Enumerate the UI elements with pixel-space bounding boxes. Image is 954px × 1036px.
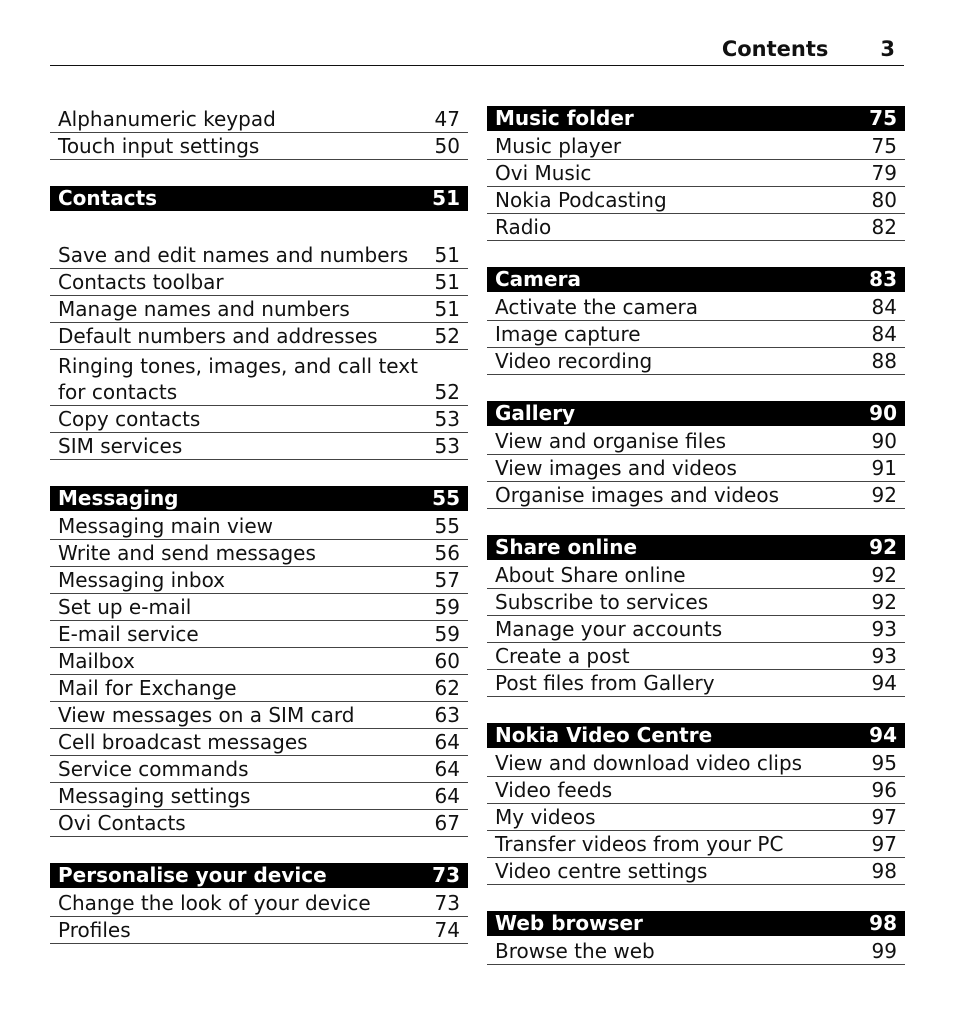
- toc-entry-page: 64: [434, 784, 460, 808]
- toc-section-title: Share online: [495, 535, 638, 559]
- toc-entry-page: 93: [871, 644, 897, 668]
- toc-entry-page: 88: [871, 349, 897, 373]
- toc-entry[interactable]: [487, 643, 905, 670]
- toc-entry[interactable]: [50, 810, 468, 837]
- toc-section-page: 73: [432, 863, 460, 887]
- toc-entry-label: View and organise files: [495, 429, 727, 453]
- toc-entry[interactable]: [50, 648, 468, 675]
- toc-entry-label: Radio: [495, 215, 552, 239]
- toc-entry-label: View messages on a SIM card: [58, 703, 355, 727]
- toc-entry-label: Service commands: [58, 757, 249, 781]
- toc-entry-label: Default numbers and addresses: [58, 324, 378, 348]
- toc-section-personalise[interactable]: [50, 863, 468, 888]
- toc-entry[interactable]: [50, 406, 468, 433]
- toc-entry-page: 96: [871, 778, 897, 802]
- toc-entry-page: 56: [434, 541, 460, 565]
- toc-section-messaging[interactable]: [50, 486, 468, 511]
- toc-section-gallery[interactable]: [487, 401, 905, 426]
- toc-left-column: [50, 106, 468, 944]
- toc-entry[interactable]: [487, 455, 905, 482]
- toc-entry[interactable]: [50, 106, 468, 133]
- toc-entry-label: View images and videos: [495, 456, 737, 480]
- toc-entry[interactable]: [50, 350, 468, 406]
- toc-entry-label: Mail for Exchange: [58, 676, 237, 700]
- toc-entry-label: My videos: [495, 805, 596, 829]
- toc-entry-page: 51: [434, 270, 460, 294]
- toc-entry-label: Touch input settings: [58, 134, 260, 158]
- toc-entry[interactable]: [50, 296, 468, 323]
- toc-entry-page: 79: [871, 161, 897, 185]
- toc-entry-label: Transfer videos from your PC: [495, 832, 784, 856]
- toc-entry-page: 63: [434, 703, 460, 727]
- toc-entry-page: 92: [871, 483, 897, 507]
- toc-entry[interactable]: [50, 675, 468, 702]
- toc-entry-label: Video centre settings: [495, 859, 708, 883]
- toc-entry-label: Messaging inbox: [58, 568, 226, 592]
- toc-entry-page: 80: [871, 188, 897, 212]
- toc-section-camera[interactable]: [487, 267, 905, 292]
- toc-entry-page: 60: [434, 649, 460, 673]
- toc-entry-page: 57: [434, 568, 460, 592]
- toc-entry-label: Profiles: [58, 918, 131, 942]
- toc-entry-page: 84: [871, 322, 897, 346]
- toc-entry-label: Cell broadcast messages: [58, 730, 308, 754]
- toc-entry[interactable]: [50, 917, 468, 944]
- toc-entry-page: 55: [434, 514, 460, 538]
- toc-entry[interactable]: [487, 294, 905, 321]
- toc-entry-page: 97: [871, 832, 897, 856]
- toc-entry-label: About Share online: [495, 563, 686, 587]
- toc-entry[interactable]: [487, 858, 905, 885]
- toc-section-page: 83: [869, 267, 897, 291]
- toc-entry[interactable]: [50, 594, 468, 621]
- toc-entry[interactable]: [487, 428, 905, 455]
- toc-entry[interactable]: [487, 804, 905, 831]
- toc-section-page: 51: [432, 186, 460, 210]
- toc-entry-page: 67: [434, 811, 460, 835]
- toc-section-page: 55: [432, 486, 460, 510]
- toc-entry[interactable]: [487, 133, 905, 160]
- toc-entry-label: Contacts toolbar: [58, 270, 224, 294]
- toc-entry-page: 82: [871, 215, 897, 239]
- toc-entry[interactable]: [487, 482, 905, 509]
- toc-entry[interactable]: [50, 756, 468, 783]
- toc-entry-page: 51: [434, 243, 460, 267]
- toc-entry-label: Manage your accounts: [495, 617, 723, 641]
- toc-section-web-browser[interactable]: [487, 911, 905, 936]
- toc-entry-page: 62: [434, 676, 460, 700]
- toc-entry[interactable]: [487, 750, 905, 777]
- toc-section-title: Music folder: [495, 106, 634, 130]
- toc-entry[interactable]: [50, 213, 468, 269]
- toc-entry-label: Messaging main view: [58, 514, 274, 538]
- toc-entry-page: 84: [871, 295, 897, 319]
- toc-section-page: 98: [869, 911, 897, 935]
- toc-entry-page: 95: [871, 751, 897, 775]
- toc-entry-page: 94: [871, 671, 897, 695]
- toc-section-title: Personalise your device: [58, 863, 327, 887]
- toc-entry-page: 92: [871, 590, 897, 614]
- toc-entry-page: 93: [871, 617, 897, 641]
- toc-entry-page: 90: [871, 429, 897, 453]
- toc-section-music[interactable]: [487, 106, 905, 131]
- page-number: 3: [880, 37, 895, 61]
- toc-entry[interactable]: [487, 938, 905, 965]
- toc-entry-label: Image capture: [495, 322, 641, 346]
- toc-entry-label: Copy contacts: [58, 407, 201, 431]
- toc-entry-label: View and download video clips: [495, 751, 803, 775]
- toc-entry[interactable]: [487, 670, 905, 697]
- page-header: [50, 36, 904, 66]
- toc-entry-label: Mailbox: [58, 649, 135, 673]
- toc-entry-page: 92: [871, 563, 897, 587]
- toc-entry[interactable]: [487, 562, 905, 589]
- toc-entry-label: SIM services: [58, 434, 183, 458]
- toc-entry-label: Subscribe to services: [495, 590, 709, 614]
- toc-entry-page: 51: [434, 297, 460, 321]
- toc-entry-label: Ovi Music: [495, 161, 592, 185]
- toc-entry[interactable]: [50, 269, 468, 296]
- toc-entry-page: 47: [434, 107, 460, 131]
- toc-section-title: Web browser: [495, 911, 643, 935]
- toc-entry-page: 59: [434, 595, 460, 619]
- toc-section-page: 90: [869, 401, 897, 425]
- toc-entry[interactable]: [50, 890, 468, 917]
- toc-entry-label: Nokia Podcasting: [495, 188, 667, 212]
- toc-section-title: Nokia Video Centre: [495, 723, 713, 747]
- toc-entry-label: Write and send messages: [58, 541, 316, 565]
- toc-entry-page: 59: [434, 622, 460, 646]
- toc-entry[interactable]: [50, 729, 468, 756]
- toc-section-title: Contacts: [58, 186, 158, 210]
- toc-section-title: Messaging: [58, 486, 179, 510]
- toc-entry[interactable]: [50, 540, 468, 567]
- toc-entry[interactable]: [487, 348, 905, 375]
- toc-entry-page: 74: [434, 918, 460, 942]
- toc-entry-page: 64: [434, 757, 460, 781]
- toc-entry[interactable]: [50, 567, 468, 594]
- toc-section-title: Camera: [495, 267, 581, 291]
- toc-entry[interactable]: [50, 702, 468, 729]
- toc-section-title: Gallery: [495, 401, 576, 425]
- toc-entry-page: 97: [871, 805, 897, 829]
- toc-entry-label: Organise images and videos: [495, 483, 779, 507]
- toc-section-page: 94: [869, 723, 897, 747]
- toc-entry-page: 98: [871, 859, 897, 883]
- toc-section-share-online[interactable]: [487, 535, 905, 560]
- toc-section-page: 92: [869, 535, 897, 559]
- toc-entry[interactable]: [487, 187, 905, 214]
- toc-entry[interactable]: [50, 433, 468, 460]
- toc-entry-label: Save and edit names and numbers: [58, 243, 409, 267]
- toc-entry-page: 52: [434, 324, 460, 348]
- toc-entry-label: Change the look of your device: [58, 891, 371, 915]
- toc-entry[interactable]: [50, 621, 468, 648]
- toc-entry-page: 75: [871, 134, 897, 158]
- page-title: Contents: [721, 37, 829, 61]
- toc-entry-page: 99: [871, 939, 897, 963]
- toc-entry-label: Alphanumeric keypad: [58, 107, 276, 131]
- toc-entry-label: Set up e-mail: [58, 595, 192, 619]
- toc-entry[interactable]: [487, 589, 905, 616]
- toc-entry[interactable]: [50, 323, 468, 350]
- toc-entry-label: Browse the web: [495, 939, 655, 963]
- toc-section-contacts[interactable]: [50, 186, 468, 211]
- toc-entry-page: 53: [434, 434, 460, 458]
- toc-entry-label: Ringing tones, images, and call text for contacts: [58, 354, 418, 404]
- toc-entry-page: 64: [434, 730, 460, 754]
- toc-entry-page: 53: [434, 407, 460, 431]
- toc-entry-label: Manage names and numbers: [58, 297, 350, 321]
- toc-entry[interactable]: [487, 160, 905, 187]
- toc-entry-label: Ovi Contacts: [58, 811, 186, 835]
- toc-entry-page: 73: [434, 891, 460, 915]
- toc-entry-label: Video feeds: [495, 778, 613, 802]
- toc-entry-page: 91: [871, 456, 897, 480]
- toc-entry-label: E-mail service: [58, 622, 199, 646]
- toc-entry[interactable]: [50, 783, 468, 810]
- toc-entry-label: Music player: [495, 134, 622, 158]
- toc-entry[interactable]: [50, 513, 468, 540]
- toc-entry[interactable]: [487, 214, 905, 241]
- toc-entry-page: 50: [434, 134, 460, 158]
- toc-right-column: [487, 106, 905, 965]
- toc-section-video-centre[interactable]: [487, 723, 905, 748]
- toc-entry[interactable]: [487, 321, 905, 348]
- toc-entry[interactable]: [487, 831, 905, 858]
- toc-entry[interactable]: [50, 133, 468, 160]
- toc-entry[interactable]: [487, 777, 905, 804]
- toc-entry-label: Create a post: [495, 644, 630, 668]
- toc-entry-page: 52: [434, 380, 460, 404]
- toc-entry[interactable]: [487, 616, 905, 643]
- toc-entry-label: Video recording: [495, 349, 653, 373]
- toc-entry-label: Messaging settings: [58, 784, 251, 808]
- toc-entry-label: Activate the camera: [495, 295, 699, 319]
- toc-section-page: 75: [869, 106, 897, 130]
- toc-entry-label: Post files from Gallery: [495, 671, 715, 695]
